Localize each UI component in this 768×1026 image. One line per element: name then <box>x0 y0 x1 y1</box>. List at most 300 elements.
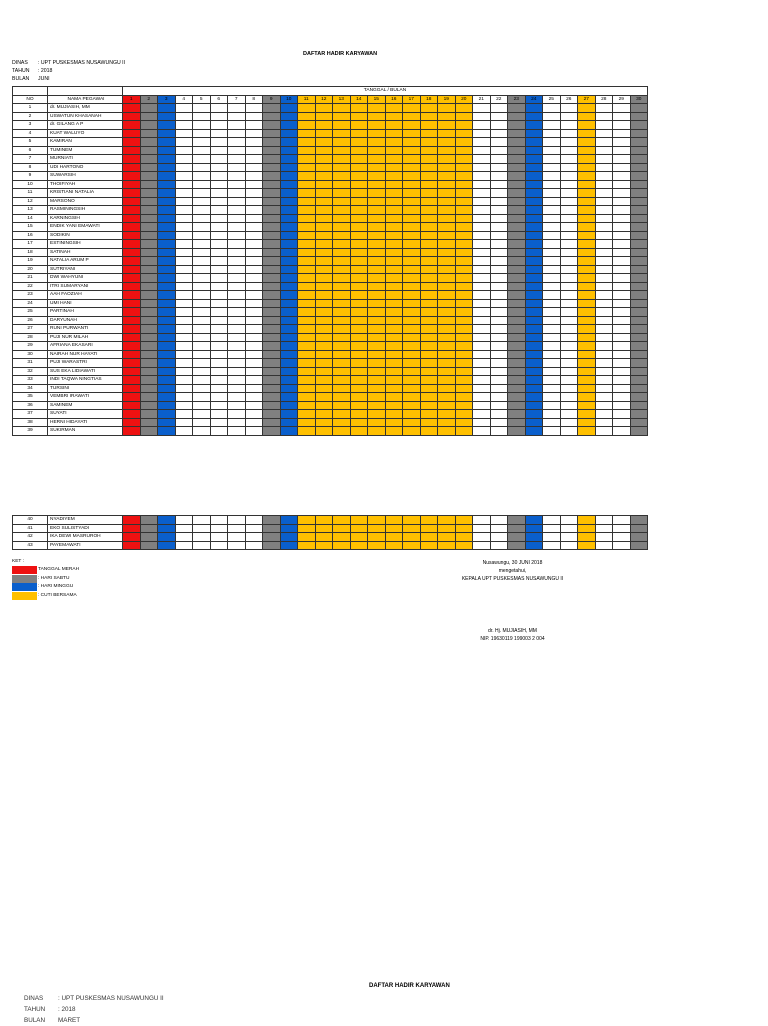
attendance-cell[interactable] <box>158 333 176 342</box>
attendance-cell[interactable] <box>368 121 386 130</box>
attendance-cell[interactable] <box>210 172 228 181</box>
attendance-cell[interactable] <box>543 265 561 274</box>
attendance-cell[interactable] <box>280 367 298 376</box>
attendance-cell[interactable] <box>228 172 246 181</box>
attendance-cell[interactable] <box>298 223 316 232</box>
attendance-cell[interactable] <box>560 274 578 283</box>
attendance-cell[interactable] <box>403 104 421 113</box>
attendance-cell[interactable] <box>210 410 228 419</box>
attendance-cell[interactable] <box>123 231 141 240</box>
attendance-cell[interactable] <box>560 214 578 223</box>
attendance-cell[interactable] <box>508 401 526 410</box>
attendance-cell[interactable] <box>210 427 228 436</box>
attendance-cell[interactable] <box>595 248 613 257</box>
attendance-cell[interactable] <box>368 206 386 215</box>
attendance-cell[interactable] <box>438 359 456 368</box>
attendance-cell[interactable] <box>228 180 246 189</box>
attendance-cell[interactable] <box>613 333 631 342</box>
attendance-cell[interactable] <box>175 393 193 402</box>
attendance-cell[interactable] <box>543 541 561 550</box>
attendance-cell[interactable] <box>140 214 158 223</box>
attendance-cell[interactable] <box>560 308 578 317</box>
attendance-cell[interactable] <box>175 274 193 283</box>
attendance-cell[interactable] <box>158 121 176 130</box>
attendance-cell[interactable] <box>403 410 421 419</box>
attendance-cell[interactable] <box>280 291 298 300</box>
attendance-cell[interactable] <box>595 129 613 138</box>
attendance-cell[interactable] <box>560 393 578 402</box>
attendance-cell[interactable] <box>578 112 596 121</box>
attendance-cell[interactable] <box>543 342 561 351</box>
attendance-cell[interactable] <box>403 138 421 147</box>
attendance-cell[interactable] <box>298 376 316 385</box>
attendance-cell[interactable] <box>543 180 561 189</box>
attendance-cell[interactable] <box>333 299 351 308</box>
attendance-cell[interactable] <box>263 393 281 402</box>
attendance-cell[interactable] <box>263 155 281 164</box>
attendance-cell[interactable] <box>175 223 193 232</box>
attendance-cell[interactable] <box>613 180 631 189</box>
attendance-cell[interactable] <box>490 257 508 266</box>
attendance-cell[interactable] <box>613 163 631 172</box>
attendance-cell[interactable] <box>438 541 456 550</box>
attendance-cell[interactable] <box>350 418 368 427</box>
attendance-cell[interactable] <box>420 359 438 368</box>
attendance-cell[interactable] <box>140 197 158 206</box>
attendance-cell[interactable] <box>280 359 298 368</box>
attendance-cell[interactable] <box>298 189 316 198</box>
attendance-cell[interactable] <box>455 163 473 172</box>
attendance-cell[interactable] <box>385 257 403 266</box>
attendance-cell[interactable] <box>403 325 421 334</box>
attendance-cell[interactable] <box>315 163 333 172</box>
attendance-cell[interactable] <box>543 274 561 283</box>
attendance-cell[interactable] <box>525 223 543 232</box>
attendance-cell[interactable] <box>333 516 351 525</box>
attendance-cell[interactable] <box>210 401 228 410</box>
attendance-cell[interactable] <box>630 541 648 550</box>
attendance-cell[interactable] <box>210 291 228 300</box>
attendance-cell[interactable] <box>578 350 596 359</box>
attendance-cell[interactable] <box>543 104 561 113</box>
attendance-cell[interactable] <box>333 129 351 138</box>
attendance-cell[interactable] <box>543 189 561 198</box>
attendance-cell[interactable] <box>508 231 526 240</box>
attendance-cell[interactable] <box>630 359 648 368</box>
attendance-cell[interactable] <box>298 384 316 393</box>
attendance-cell[interactable] <box>228 393 246 402</box>
attendance-cell[interactable] <box>403 172 421 181</box>
attendance-cell[interactable] <box>490 197 508 206</box>
attendance-cell[interactable] <box>560 112 578 121</box>
attendance-cell[interactable] <box>140 138 158 147</box>
attendance-cell[interactable] <box>403 350 421 359</box>
attendance-cell[interactable] <box>403 333 421 342</box>
attendance-cell[interactable] <box>560 410 578 419</box>
attendance-cell[interactable] <box>333 533 351 542</box>
attendance-cell[interactable] <box>193 533 211 542</box>
attendance-cell[interactable] <box>613 248 631 257</box>
attendance-cell[interactable] <box>123 316 141 325</box>
attendance-cell[interactable] <box>473 541 491 550</box>
attendance-cell[interactable] <box>490 308 508 317</box>
attendance-cell[interactable] <box>158 418 176 427</box>
attendance-cell[interactable] <box>123 104 141 113</box>
attendance-cell[interactable] <box>123 359 141 368</box>
attendance-cell[interactable] <box>508 516 526 525</box>
attendance-cell[interactable] <box>508 112 526 121</box>
attendance-cell[interactable] <box>333 418 351 427</box>
attendance-cell[interactable] <box>123 129 141 138</box>
attendance-cell[interactable] <box>280 282 298 291</box>
attendance-cell[interactable] <box>123 163 141 172</box>
attendance-cell[interactable] <box>175 197 193 206</box>
attendance-cell[interactable] <box>595 533 613 542</box>
attendance-cell[interactable] <box>175 384 193 393</box>
attendance-cell[interactable] <box>438 427 456 436</box>
attendance-cell[interactable] <box>630 265 648 274</box>
attendance-cell[interactable] <box>578 359 596 368</box>
attendance-cell[interactable] <box>263 197 281 206</box>
attendance-cell[interactable] <box>525 146 543 155</box>
attendance-cell[interactable] <box>525 172 543 181</box>
attendance-cell[interactable] <box>420 206 438 215</box>
attendance-cell[interactable] <box>263 524 281 533</box>
attendance-cell[interactable] <box>263 257 281 266</box>
attendance-cell[interactable] <box>525 274 543 283</box>
attendance-cell[interactable] <box>298 291 316 300</box>
attendance-cell[interactable] <box>298 121 316 130</box>
attendance-cell[interactable] <box>385 393 403 402</box>
attendance-cell[interactable] <box>438 223 456 232</box>
attendance-cell[interactable] <box>525 299 543 308</box>
attendance-cell[interactable] <box>368 223 386 232</box>
attendance-cell[interactable] <box>280 524 298 533</box>
attendance-cell[interactable] <box>333 146 351 155</box>
attendance-cell[interactable] <box>315 129 333 138</box>
attendance-cell[interactable] <box>473 524 491 533</box>
attendance-cell[interactable] <box>280 240 298 249</box>
attendance-cell[interactable] <box>385 155 403 164</box>
attendance-cell[interactable] <box>613 206 631 215</box>
attendance-cell[interactable] <box>333 333 351 342</box>
attendance-cell[interactable] <box>403 299 421 308</box>
attendance-cell[interactable] <box>280 223 298 232</box>
attendance-cell[interactable] <box>525 342 543 351</box>
attendance-cell[interactable] <box>630 384 648 393</box>
attendance-cell[interactable] <box>350 197 368 206</box>
attendance-cell[interactable] <box>490 342 508 351</box>
attendance-cell[interactable] <box>403 265 421 274</box>
attendance-cell[interactable] <box>525 104 543 113</box>
attendance-cell[interactable] <box>123 155 141 164</box>
attendance-cell[interactable] <box>158 248 176 257</box>
attendance-cell[interactable] <box>368 274 386 283</box>
attendance-cell[interactable] <box>578 257 596 266</box>
attendance-cell[interactable] <box>420 533 438 542</box>
attendance-cell[interactable] <box>473 299 491 308</box>
attendance-cell[interactable] <box>140 206 158 215</box>
attendance-cell[interactable] <box>630 393 648 402</box>
attendance-cell[interactable] <box>385 299 403 308</box>
attendance-cell[interactable] <box>350 104 368 113</box>
attendance-cell[interactable] <box>473 516 491 525</box>
attendance-cell[interactable] <box>613 189 631 198</box>
attendance-cell[interactable] <box>350 240 368 249</box>
attendance-cell[interactable] <box>473 231 491 240</box>
attendance-cell[interactable] <box>543 214 561 223</box>
attendance-cell[interactable] <box>245 418 263 427</box>
attendance-cell[interactable] <box>315 401 333 410</box>
attendance-cell[interactable] <box>525 516 543 525</box>
attendance-cell[interactable] <box>333 359 351 368</box>
attendance-cell[interactable] <box>368 325 386 334</box>
attendance-cell[interactable] <box>630 240 648 249</box>
attendance-cell[interactable] <box>210 104 228 113</box>
attendance-cell[interactable] <box>368 350 386 359</box>
attendance-cell[interactable] <box>193 376 211 385</box>
attendance-cell[interactable] <box>263 206 281 215</box>
attendance-cell[interactable] <box>595 197 613 206</box>
attendance-cell[interactable] <box>613 384 631 393</box>
attendance-cell[interactable] <box>140 376 158 385</box>
attendance-cell[interactable] <box>525 533 543 542</box>
attendance-cell[interactable] <box>508 129 526 138</box>
attendance-cell[interactable] <box>193 282 211 291</box>
attendance-cell[interactable] <box>333 308 351 317</box>
attendance-cell[interactable] <box>158 541 176 550</box>
attendance-cell[interactable] <box>158 223 176 232</box>
attendance-cell[interactable] <box>140 223 158 232</box>
attendance-cell[interactable] <box>630 155 648 164</box>
attendance-cell[interactable] <box>630 197 648 206</box>
attendance-cell[interactable] <box>333 138 351 147</box>
attendance-cell[interactable] <box>438 316 456 325</box>
attendance-cell[interactable] <box>228 533 246 542</box>
attendance-cell[interactable] <box>403 516 421 525</box>
attendance-cell[interactable] <box>263 316 281 325</box>
attendance-cell[interactable] <box>595 265 613 274</box>
attendance-cell[interactable] <box>175 350 193 359</box>
attendance-cell[interactable] <box>228 231 246 240</box>
attendance-cell[interactable] <box>438 299 456 308</box>
attendance-cell[interactable] <box>263 359 281 368</box>
attendance-cell[interactable] <box>140 541 158 550</box>
attendance-cell[interactable] <box>560 325 578 334</box>
attendance-cell[interactable] <box>508 376 526 385</box>
attendance-cell[interactable] <box>438 401 456 410</box>
attendance-cell[interactable] <box>228 189 246 198</box>
attendance-cell[interactable] <box>490 214 508 223</box>
attendance-cell[interactable] <box>490 524 508 533</box>
attendance-cell[interactable] <box>333 265 351 274</box>
attendance-cell[interactable] <box>403 274 421 283</box>
attendance-cell[interactable] <box>525 316 543 325</box>
attendance-cell[interactable] <box>315 282 333 291</box>
attendance-cell[interactable] <box>228 104 246 113</box>
attendance-cell[interactable] <box>613 401 631 410</box>
attendance-cell[interactable] <box>350 376 368 385</box>
attendance-cell[interactable] <box>455 333 473 342</box>
attendance-cell[interactable] <box>123 291 141 300</box>
attendance-cell[interactable] <box>193 223 211 232</box>
attendance-cell[interactable] <box>560 342 578 351</box>
attendance-cell[interactable] <box>280 265 298 274</box>
attendance-cell[interactable] <box>315 231 333 240</box>
attendance-cell[interactable] <box>175 401 193 410</box>
attendance-cell[interactable] <box>315 418 333 427</box>
attendance-cell[interactable] <box>315 121 333 130</box>
attendance-cell[interactable] <box>123 282 141 291</box>
attendance-cell[interactable] <box>473 112 491 121</box>
attendance-cell[interactable] <box>280 206 298 215</box>
attendance-cell[interactable] <box>630 376 648 385</box>
attendance-cell[interactable] <box>298 206 316 215</box>
attendance-cell[interactable] <box>385 524 403 533</box>
attendance-cell[interactable] <box>228 163 246 172</box>
attendance-cell[interactable] <box>245 146 263 155</box>
attendance-cell[interactable] <box>193 524 211 533</box>
attendance-cell[interactable] <box>263 138 281 147</box>
attendance-cell[interactable] <box>193 104 211 113</box>
attendance-cell[interactable] <box>193 257 211 266</box>
attendance-cell[interactable] <box>333 197 351 206</box>
attendance-cell[interactable] <box>315 410 333 419</box>
attendance-cell[interactable] <box>595 418 613 427</box>
attendance-cell[interactable] <box>210 189 228 198</box>
attendance-cell[interactable] <box>438 155 456 164</box>
attendance-cell[interactable] <box>490 172 508 181</box>
attendance-cell[interactable] <box>245 308 263 317</box>
attendance-cell[interactable] <box>525 189 543 198</box>
attendance-cell[interactable] <box>595 121 613 130</box>
attendance-cell[interactable] <box>385 376 403 385</box>
attendance-cell[interactable] <box>473 121 491 130</box>
attendance-cell[interactable] <box>350 342 368 351</box>
attendance-cell[interactable] <box>543 359 561 368</box>
attendance-cell[interactable] <box>455 231 473 240</box>
attendance-cell[interactable] <box>455 282 473 291</box>
attendance-cell[interactable] <box>228 325 246 334</box>
attendance-cell[interactable] <box>315 359 333 368</box>
attendance-cell[interactable] <box>595 172 613 181</box>
attendance-cell[interactable] <box>438 129 456 138</box>
attendance-cell[interactable] <box>420 418 438 427</box>
attendance-cell[interactable] <box>473 325 491 334</box>
attendance-cell[interactable] <box>560 418 578 427</box>
attendance-cell[interactable] <box>508 163 526 172</box>
attendance-cell[interactable] <box>630 172 648 181</box>
attendance-cell[interactable] <box>210 367 228 376</box>
attendance-cell[interactable] <box>140 342 158 351</box>
attendance-cell[interactable] <box>385 308 403 317</box>
attendance-cell[interactable] <box>543 197 561 206</box>
attendance-cell[interactable] <box>543 410 561 419</box>
attendance-cell[interactable] <box>245 516 263 525</box>
attendance-cell[interactable] <box>210 223 228 232</box>
attendance-cell[interactable] <box>350 121 368 130</box>
attendance-cell[interactable] <box>578 223 596 232</box>
attendance-cell[interactable] <box>630 274 648 283</box>
attendance-cell[interactable] <box>315 274 333 283</box>
attendance-cell[interactable] <box>175 206 193 215</box>
attendance-cell[interactable] <box>630 308 648 317</box>
attendance-cell[interactable] <box>210 524 228 533</box>
attendance-cell[interactable] <box>455 393 473 402</box>
attendance-cell[interactable] <box>140 299 158 308</box>
attendance-cell[interactable] <box>280 418 298 427</box>
attendance-cell[interactable] <box>385 163 403 172</box>
attendance-cell[interactable] <box>158 274 176 283</box>
attendance-cell[interactable] <box>123 112 141 121</box>
attendance-cell[interactable] <box>525 240 543 249</box>
attendance-cell[interactable] <box>175 376 193 385</box>
attendance-cell[interactable] <box>368 180 386 189</box>
attendance-cell[interactable] <box>385 104 403 113</box>
attendance-cell[interactable] <box>578 533 596 542</box>
attendance-cell[interactable] <box>210 333 228 342</box>
attendance-cell[interactable] <box>508 418 526 427</box>
attendance-cell[interactable] <box>525 155 543 164</box>
attendance-cell[interactable] <box>543 325 561 334</box>
attendance-cell[interactable] <box>578 146 596 155</box>
attendance-cell[interactable] <box>175 163 193 172</box>
attendance-cell[interactable] <box>420 541 438 550</box>
attendance-cell[interactable] <box>140 393 158 402</box>
attendance-cell[interactable] <box>420 172 438 181</box>
attendance-cell[interactable] <box>385 291 403 300</box>
attendance-cell[interactable] <box>298 516 316 525</box>
attendance-cell[interactable] <box>543 248 561 257</box>
attendance-cell[interactable] <box>543 240 561 249</box>
attendance-cell[interactable] <box>210 393 228 402</box>
attendance-cell[interactable] <box>455 274 473 283</box>
attendance-cell[interactable] <box>175 248 193 257</box>
attendance-cell[interactable] <box>350 214 368 223</box>
attendance-cell[interactable] <box>368 541 386 550</box>
attendance-cell[interactable] <box>578 367 596 376</box>
attendance-cell[interactable] <box>595 427 613 436</box>
attendance-cell[interactable] <box>368 197 386 206</box>
attendance-cell[interactable] <box>455 155 473 164</box>
attendance-cell[interactable] <box>613 367 631 376</box>
attendance-cell[interactable] <box>403 393 421 402</box>
attendance-cell[interactable] <box>420 129 438 138</box>
attendance-cell[interactable] <box>123 214 141 223</box>
attendance-cell[interactable] <box>298 410 316 419</box>
attendance-cell[interactable] <box>490 418 508 427</box>
attendance-cell[interactable] <box>210 155 228 164</box>
attendance-cell[interactable] <box>613 308 631 317</box>
attendance-cell[interactable] <box>525 129 543 138</box>
attendance-cell[interactable] <box>525 418 543 427</box>
attendance-cell[interactable] <box>473 316 491 325</box>
attendance-cell[interactable] <box>473 240 491 249</box>
attendance-cell[interactable] <box>158 427 176 436</box>
attendance-cell[interactable] <box>630 163 648 172</box>
attendance-cell[interactable] <box>193 350 211 359</box>
attendance-cell[interactable] <box>455 189 473 198</box>
attendance-cell[interactable] <box>315 138 333 147</box>
attendance-cell[interactable] <box>595 410 613 419</box>
attendance-cell[interactable] <box>298 248 316 257</box>
attendance-cell[interactable] <box>630 516 648 525</box>
attendance-cell[interactable] <box>525 308 543 317</box>
attendance-cell[interactable] <box>613 376 631 385</box>
attendance-cell[interactable] <box>158 138 176 147</box>
attendance-cell[interactable] <box>263 180 281 189</box>
attendance-cell[interactable] <box>140 410 158 419</box>
